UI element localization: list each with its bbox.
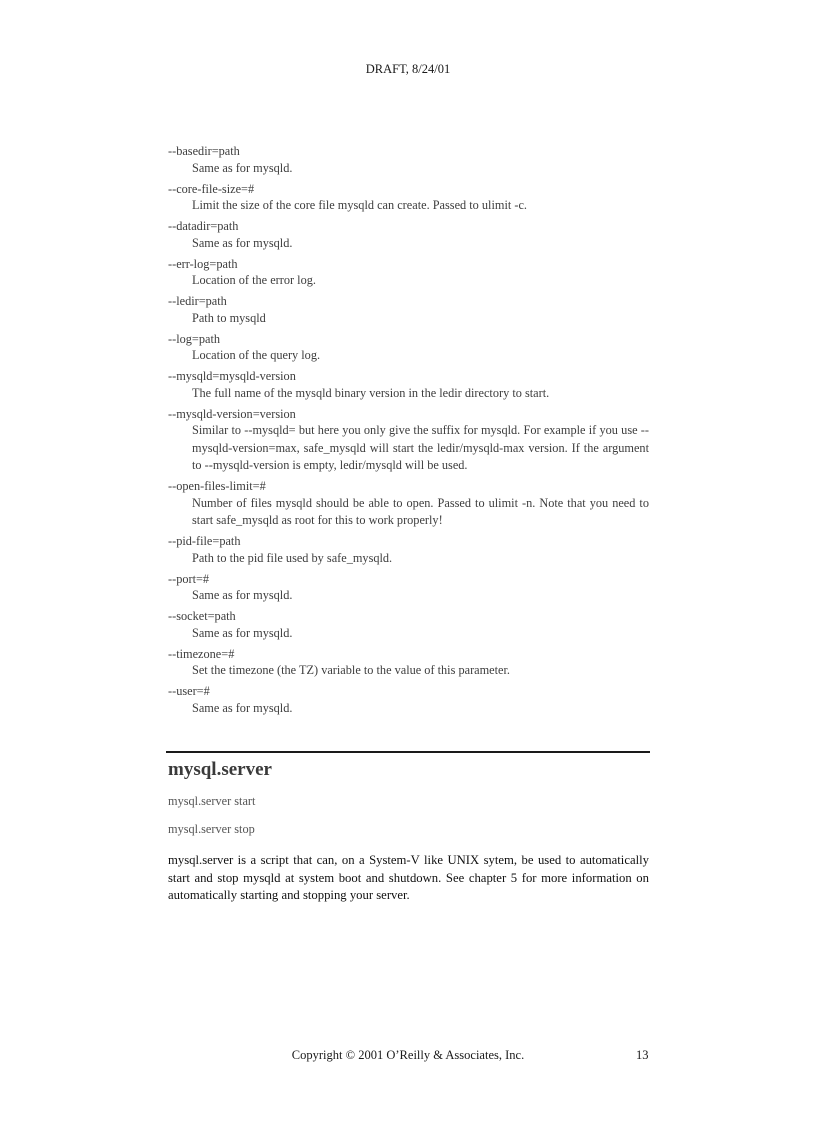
section-heading: mysql.server [168,759,272,780]
option-description: Location of the error log. [192,273,316,287]
option-description: Location of the query log. [192,348,321,362]
syntax-start: mysql.server start [168,794,256,808]
option-entry [168,293,649,327]
option-term: --basedir=path [168,144,240,158]
option-entry [168,218,649,252]
option-list [168,143,649,717]
option-term: --mysqld-version=version [168,406,296,421]
option-entry [168,331,649,365]
option-entry [168,533,649,567]
option-term: --err-log=path [168,256,238,271]
option-description: Same as for mysqld. [192,625,293,640]
option-entry [168,683,649,717]
section-body-paragraph: mysql.server is a script that can, on a System-V like UNIX sytem, be used to automatically start and stop mysqld at system boot and shutdown. See chapter 5 for more information on automatically starting and stopping your server. [168,853,649,902]
footer-copyright: Copyright © 2001 O’Reilly & Associates, Inc. [291,1048,525,1062]
option-description: Path to mysqld [192,310,266,325]
option-entry [168,571,649,605]
option-entry [168,368,649,402]
options-list-container [168,143,649,721]
page-number: 13 [636,1048,649,1062]
option-term: --datadir=path [168,219,239,233]
option-description: The full name of the mysqld binary version in the ledir directory to start. [192,385,550,400]
option-term: --open-files-limit=# [168,479,266,493]
section-divider [166,751,650,753]
option-term: --socket=path [168,609,236,623]
option-term: --mysqld=mysqld-version [168,369,296,383]
option-term: --core-file-size=# [168,181,255,196]
page-header: DRAFT, 8/24/01 [365,62,451,76]
option-entry [168,646,649,680]
option-term: --timezone=# [168,646,235,661]
option-entry [168,256,649,290]
option-term: --log=path [168,331,221,346]
option-term: --user=# [168,684,210,698]
option-entry [168,608,649,642]
option-description: Number of files mysqld should be able to open. Passed to ulimit -n. Note that you need to start safe_mysqld as root for this to work properly! [192,495,649,527]
option-description: Similar to --mysqld= but here you only give the suffix for mysqld. For example if you use --mysqld-version=max, safe_mysqld will start the ledir/mysqld-max version. If the argument to --mysqld-version is empty, ledir/mysqld will be used. [192,423,649,472]
option-description: Set the timezone (the TZ) variable to the value of this parameter. [192,663,511,677]
option-entry [168,478,649,530]
option-description: Same as for mysqld. [192,700,293,715]
option-term: --pid-file=path [168,534,241,548]
option-term: --ledir=path [168,294,227,308]
option-description: Path to the pid file used by safe_mysqld. [192,550,393,565]
option-entry [168,143,649,177]
option-entry [168,406,649,475]
option-term: --port=# [168,571,210,586]
option-description: Same as for mysqld. [192,235,293,250]
option-description: Limit the size of the core file mysqld can create. Passed to ulimit -c. [192,198,527,212]
option-entry [168,181,649,215]
syntax-stop: mysql.server stop [168,822,255,836]
option-description: Same as for mysqld. [192,160,293,175]
option-description: Same as for mysqld. [192,588,293,602]
